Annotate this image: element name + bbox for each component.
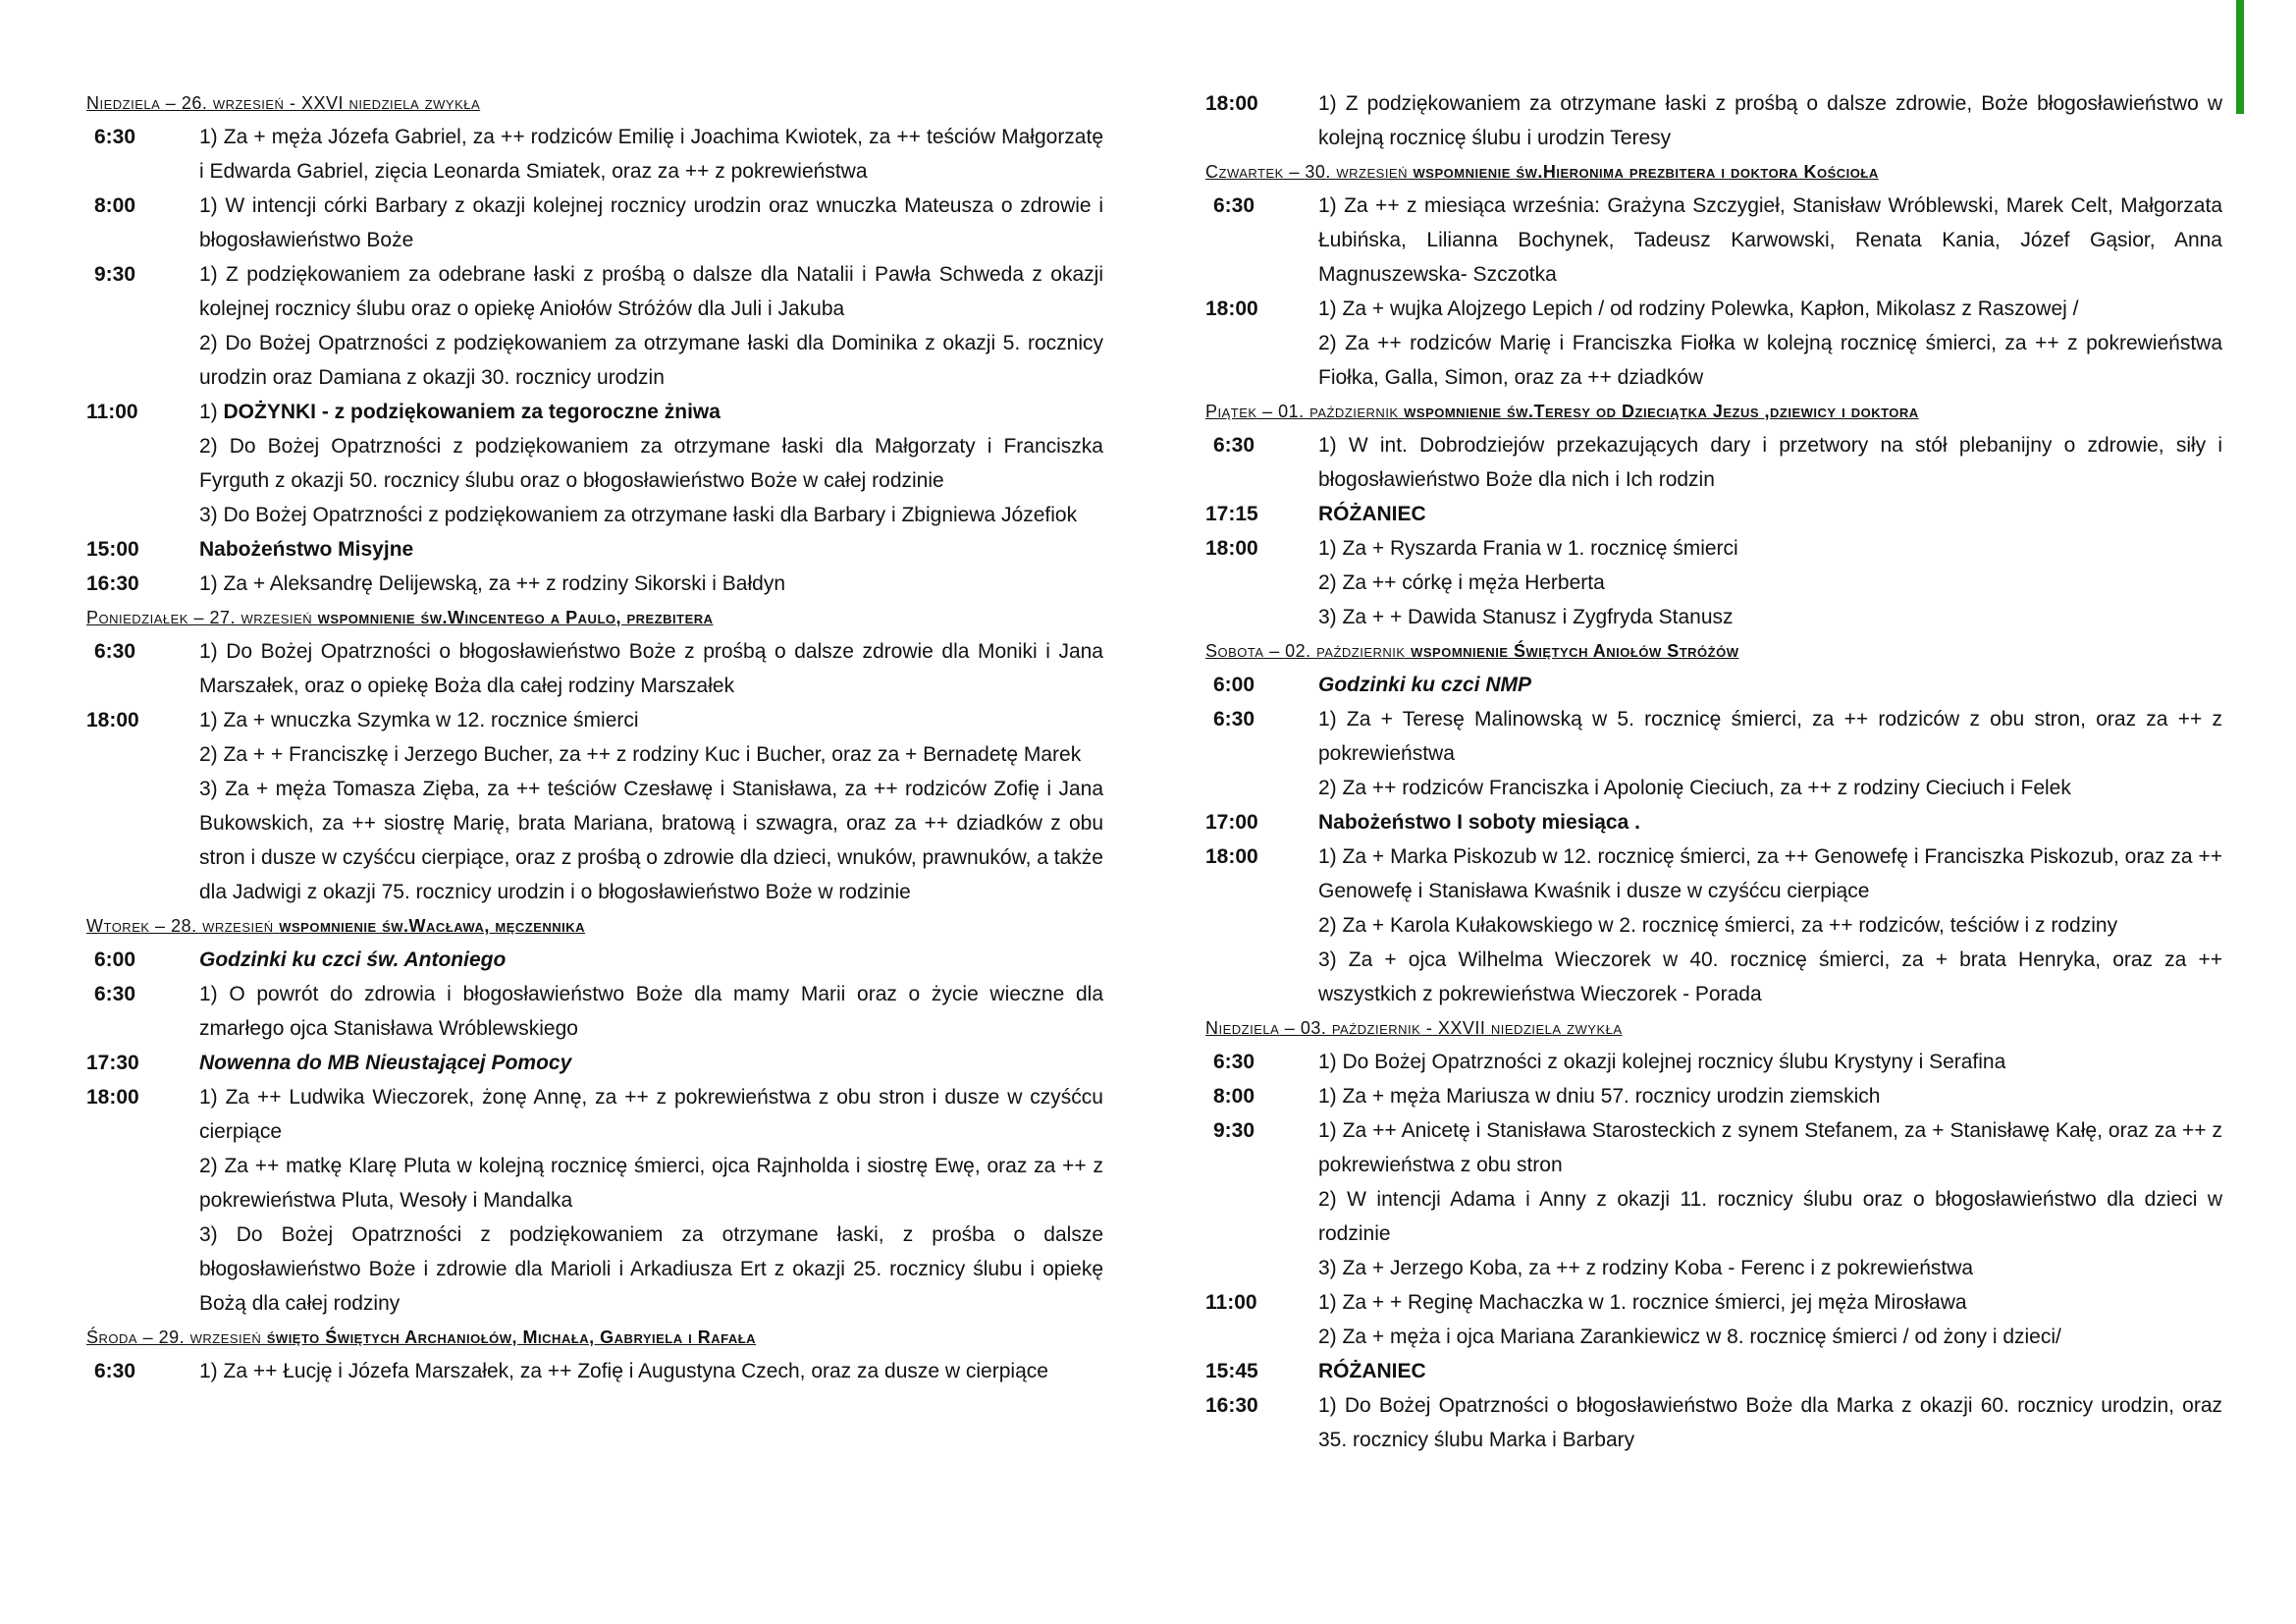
- mass-time: 16:30: [86, 572, 139, 595]
- intention-item: 1) Za + Ryszarda Frania w 1. rocznicę śmierci: [1318, 537, 1738, 560]
- mass-entry: [1205, 1388, 2222, 1457]
- intention-item: 1) Za + Teresę Malinowską w 5. rocznicę śmierci, za ++ rodziców z obu stron, oraz za ++ z pokrewieństwa: [1318, 708, 2222, 765]
- mass-entry: [1205, 497, 2222, 531]
- mass-time: 9:30: [94, 263, 136, 286]
- mass-entry: [1205, 189, 2222, 292]
- mass-time: 15:00: [86, 538, 139, 561]
- mass-intentions: [199, 943, 1103, 977]
- mass-time: 16:30: [1205, 1394, 1258, 1417]
- intention-item: 2) Do Bożej Opatrzności z podziękowaniem za otrzymane łaski dla Dominika z okazji 5. rocznicy urodzin oraz Damiana z okazji 30. rocznicy urodzin: [199, 332, 1103, 389]
- mass-entry: [1205, 839, 2222, 1011]
- day-header: Niedziela – 03. październik - XXVII niedziela zwykła: [1205, 1018, 1623, 1038]
- intention-item: 3) Za + + Dawida Stanusz i Zygfryda Stanusz: [1318, 606, 1734, 628]
- day-date: 29. wrzesień: [158, 1327, 262, 1347]
- mass-time: 11:00: [1205, 1291, 1257, 1314]
- intention-item: 1) DOŻYNKI - z podziękowaniem za tegoroczne żniwa: [199, 401, 721, 423]
- mass-time: 8:00: [1213, 1085, 1255, 1108]
- mass-time: 18:00: [1205, 845, 1258, 868]
- right-column: [1205, 86, 2222, 1457]
- day-title: XXVII niedziela zwykła: [1437, 1018, 1623, 1038]
- mass-intentions: [1318, 839, 2222, 1011]
- day-title-extra: dziewicy i doktora: [1770, 402, 1919, 421]
- intention-item: 1) O powrót do zdrowia i błogosławieństwo Boże dla mamy Marii oraz o życie wieczne dla zmarłego ojca Stanisława Wróblewskiego: [199, 983, 1103, 1040]
- intention-item: 1) Za + męża Mariusza w dniu 57. rocznicy urodzin ziemskich: [1318, 1085, 1881, 1108]
- intention-item: 2) W intencji Adama i Anny z okazji 11. rocznicy ślubu oraz o błogosławieństwo dla dzieci w rodzinie: [1318, 1188, 2222, 1245]
- mass-entry: [1205, 1354, 2222, 1388]
- intention-item: 1) Do Bożej Opatrzności z okazji kolejnej rocznicy ślubu Krystyny i Serafina: [1318, 1051, 2006, 1073]
- intention-item: 3) Za + ojca Wilhelma Wieczorek w 40. rocznicę śmierci, za + brata Henryka, oraz za ++ wszystkich z pokrewieństwa Wieczorek - Porada: [1318, 948, 2222, 1005]
- mass-intentions: [1318, 1045, 2222, 1079]
- mass-intentions: [1318, 668, 2222, 702]
- mass-intentions: [1318, 531, 2222, 634]
- mass-entry: [1205, 1113, 2222, 1285]
- mass-time: 18:00: [1205, 537, 1258, 560]
- day-name: Czwartek: [1205, 162, 1284, 182]
- mass-intentions: [199, 1046, 1103, 1080]
- intention-item: 1) Za ++ Anicetę i Stanisława Starosteckich z synem Stefanem, za + Stanisławę Kałę, oraz za ++ z pokrewieństwa z obu stron: [1318, 1119, 2222, 1176]
- mass-intentions: [199, 257, 1103, 395]
- day-date: 28. wrzesień: [171, 916, 274, 936]
- mass-entry: [86, 1080, 1103, 1321]
- mass-time: 11:00: [86, 401, 138, 423]
- intention-item: RÓŻANIEC: [1318, 1360, 1426, 1382]
- mass-entry: [1205, 668, 2222, 702]
- mass-entry: [86, 567, 1103, 601]
- mass-intentions: [199, 189, 1103, 257]
- day-date: 27. wrzesień: [209, 608, 313, 627]
- day-date: 01. październik: [1278, 402, 1399, 421]
- mass-time: 6:30: [1213, 1051, 1255, 1073]
- day-date: 03. październik: [1300, 1018, 1421, 1038]
- day-name: Wtorek: [86, 916, 150, 936]
- day-title: święto Świętych Archaniołów, Michała, Gabryiela i Rafała: [266, 1327, 757, 1347]
- mass-entry: [86, 257, 1103, 395]
- intention-item: 1) Za + wnuczka Szymka w 12. rocznice śmierci: [199, 709, 639, 731]
- intention-item: Godzinki ku czci NMP: [1318, 674, 1532, 696]
- mass-time: 17:00: [1205, 811, 1258, 834]
- mass-entry: [86, 395, 1103, 532]
- mass-entry: [1205, 702, 2222, 805]
- day-header: Sobota – 02. październik wspomnienie Świętych Aniołów Stróżów: [1205, 641, 1739, 661]
- day-header: Poniedziałek – 27. wrzesień wspomnienie św.Wincentego a Paulo, prezbitera: [86, 608, 714, 627]
- day-name: Sobota: [1205, 641, 1264, 661]
- intention-item: Nowenna do MB Nieustającej Pomocy: [199, 1052, 572, 1074]
- mass-entry: [86, 634, 1103, 703]
- mass-intentions: [1318, 1079, 2222, 1113]
- mass-intentions: [1318, 1388, 2222, 1457]
- mass-intentions: [199, 634, 1103, 703]
- mass-time: 6:30: [94, 983, 136, 1005]
- mass-intentions: [199, 567, 1103, 601]
- green-accent-bar: [2236, 0, 2244, 114]
- mass-time: 6:30: [94, 640, 136, 663]
- day-separator: -: [289, 93, 296, 113]
- mass-entry: [86, 943, 1103, 977]
- intention-item: 2) Za ++ matkę Klarę Pluta w kolejną rocznicę śmierci, ojca Rajnholda i siostrę Ewę, oraz za ++ z pokrewieństwa Pluta, Wesoły i Mandalka: [199, 1155, 1103, 1212]
- mass-entry: [1205, 805, 2222, 839]
- intention-item: Nabożeństwo Misyjne: [199, 538, 414, 561]
- day-name: Niedziela: [86, 93, 161, 113]
- intention-item: 1) W int. Dobrodziejów przekazujących dary i przetwory na stół plebanijny o zdrowie, siły i błogosławieństwo Boże dla nich i Ich rodzin: [1318, 434, 2222, 491]
- intention-item: 2) Za + męża i ojca Mariana Zarankiewicz w 8. rocznicę śmierci / od żony i dzieci/: [1318, 1326, 2061, 1348]
- mass-time: 6:30: [94, 1360, 136, 1382]
- day-separator: -: [1425, 1018, 1433, 1038]
- intention-item: 1) Z podziękowaniem za otrzymane łaski z prośbą o dalsze zdrowie, Boże błogosławieństwo w kolejną rocznicę ślubu i urodzin Teresy: [1318, 92, 2222, 149]
- mass-entry: [1205, 1079, 2222, 1113]
- day-name: Piątek: [1205, 402, 1257, 421]
- mass-intentions: [1318, 805, 2222, 839]
- day-title: wspomnienie św.Wacława, męczennika: [279, 916, 586, 936]
- mass-intentions: [199, 977, 1103, 1046]
- intention-item: 1) Do Bożej Opatrzności o błogosławieństwo Boże z prośbą o dalsze zdrowie dla Moniki i Jana Marszałek, oraz o opiekę Boża dla całej rodziny Marszałek: [199, 640, 1103, 697]
- mass-intentions: [1318, 1113, 2222, 1285]
- mass-time: 17:30: [86, 1052, 139, 1074]
- mass-time: 15:45: [1205, 1360, 1258, 1382]
- day-name: Środa: [86, 1327, 138, 1347]
- mass-time: 6:00: [94, 948, 136, 971]
- intention-item: 2) Za + Karola Kułakowskiego w 2. rocznicę śmierci, za ++ rodziców, teściów i z rodziny: [1318, 914, 2118, 937]
- intention-item: Godzinki ku czci św. Antoniego: [199, 948, 507, 971]
- day-title: wspomnienie św.Wincentego a Paulo, prezbitera: [317, 608, 714, 627]
- intention-item: Nabożeństwo I soboty miesiąca .: [1318, 811, 1640, 834]
- mass-intentions: [1318, 86, 2222, 155]
- intention-item: 1) Do Bożej Opatrzności o błogosławieństwo Boże dla Marka z okazji 60. rocznicy urodzin, oraz 35. rocznicy ślubu Marka i Barbary: [1318, 1394, 2222, 1451]
- intention-item: 1) Za ++ z miesiąca września: Grażyna Szczygieł, Stanisław Wróblewski, Marek Celt, Małgorzata Łubińska, Lilianna Bochynek, Tadeusz Karwowski, Renata Kania, Józef Gąsior, Anna Magnuszewska- Szczotka: [1318, 194, 2222, 286]
- mass-intentions: [1318, 497, 2222, 531]
- intention-item: 1) Za ++ Łucję i Józefa Marszałek, za ++ Zofię i Augustyna Czech, oraz za dusze w cierpiące: [199, 1360, 1048, 1382]
- intention-item: 2) Za ++ rodziców Franciszka i Apolonię Cieciuch, za ++ z rodziny Cieciuch i Felek: [1318, 777, 2071, 799]
- day-title: XXVI niedziela zwykła: [300, 93, 481, 113]
- mass-intentions: [1318, 292, 2222, 395]
- intention-item: 2) Za ++ córkę i męża Herberta: [1318, 571, 1605, 594]
- dozynki-emphasis: DOŻYNKI - z podziękowaniem za tegoroczne żniwa: [223, 401, 721, 423]
- intention-item: 1) Za + wujka Alojzego Lepich / od rodziny Polewka, Kapłon, Mikolasz z Raszowej /: [1318, 298, 2079, 320]
- mass-entry: [1205, 531, 2222, 634]
- day-header: Czwartek – 30. wrzesień wspomnienie św.Hieronima prezbitera i doktora Kościoła: [1205, 162, 1879, 182]
- day-header: Niedziela – 26. wrzesień - XXVI niedziela zwykła: [86, 93, 481, 113]
- intention-item: 3) Do Bożej Opatrzności z podziękowaniem za otrzymane łaski dla Barbary i Zbigniewa Józefiok: [199, 504, 1078, 526]
- day-date: 02. październik: [1285, 641, 1406, 661]
- day-header: Piątek – 01. październik wspomnienie św.Teresy od Dzieciątka Jezus ,dziewicy i doktora: [1205, 402, 1919, 421]
- mass-intentions: [1318, 1354, 2222, 1388]
- day-title: wspomnienie Świętych Aniołów Stróżów: [1411, 641, 1739, 661]
- mass-intentions: [1318, 189, 2222, 292]
- mass-time: 18:00: [1205, 92, 1258, 115]
- mass-time: 6:30: [1213, 434, 1255, 457]
- mass-entry: [1205, 428, 2222, 497]
- mass-entry: [86, 120, 1103, 189]
- intention-item: 3) Za + męża Tomasza Zięba, za ++ teściów Czesławę i Stanisława, za ++ rodziców Zofię i Jana Bukowskich, za ++ siostrę Marię, brata Mariana, bratową i szwagra, oraz za ++ dziadków z obu stron i dusze w czyśćcu cierpiące, oraz z prośbą o zdrowie dla dzieci, wnuków, prawnuków, a także dla Jadwigi z okazji 75. rocznicy urodzin i o błogosławieństwo Boże w rodzinie: [199, 778, 1103, 903]
- day-name: Niedziela: [1205, 1018, 1280, 1038]
- mass-intentions: [199, 703, 1103, 909]
- mass-entry: [86, 1046, 1103, 1080]
- mass-intentions: [1318, 702, 2222, 805]
- intention-item: 1) Z podziękowaniem za odebrane łaski z prośbą o dalsze dla Natalii i Pawła Schweda z okazji kolejnej rocznicy ślubu oraz o opiekę Aniołów Stróżów dla Juli i Jakuba: [199, 263, 1103, 320]
- mass-entry: [1205, 86, 2222, 155]
- mass-time: 9:30: [1213, 1119, 1255, 1142]
- mass-intentions: [199, 120, 1103, 189]
- intention-item: 2) Do Bożej Opatrzności z podziękowaniem za otrzymane łaski dla Małgorzaty i Franciszka Fyrguth z okazji 50. rocznicy ślubu oraz o błogosławieństwo Boże w całej rodzinie: [199, 435, 1103, 492]
- day-date: 30. wrzesień: [1305, 162, 1408, 182]
- left-column: [86, 86, 1103, 1388]
- mass-time: 18:00: [86, 1086, 139, 1109]
- intention-item: 1) Za + męża Józefa Gabriel, za ++ rodziców Emilię i Joachima Kwiotek, za ++ teściów Małgorzatę i Edwarda Gabriel, zięcia Leonarda Smiatek, oraz za ++ z pokrewieństwa: [199, 126, 1103, 183]
- mass-time: 6:30: [94, 126, 136, 148]
- intention-item: 1) Za + Marka Piskozub w 12. rocznicę śmierci, za ++ Genowefę i Franciszka Piskozub, oraz za ++ Genowefę i Stanisława Kwaśnik i dusze w czyśćcu cierpiące: [1318, 845, 2222, 902]
- day-title: wspomnienie św.Teresy od Dzieciątka Jezus ,: [1404, 402, 1771, 421]
- mass-time: 18:00: [1205, 298, 1258, 320]
- intention-item: 1) Za + Aleksandrę Delijewską, za ++ z rodziny Sikorski i Bałdyn: [199, 572, 786, 595]
- day-title: wspomnienie św.Hieronima prezbitera i doktora Kościoła: [1413, 162, 1879, 182]
- mass-intentions: [199, 1080, 1103, 1321]
- mass-entry: [86, 703, 1103, 909]
- mass-entry: [1205, 292, 2222, 395]
- intention-item: 2) Za + + Franciszkę i Jerzego Bucher, za ++ z rodziny Kuc i Bucher, oraz za + Bernadetę Marek: [199, 743, 1082, 766]
- intention-item: 1) W intencji córki Barbary z okazji kolejnej rocznicy urodzin oraz wnuczka Mateusza o zdrowie i błogosławieństwo Boże: [199, 194, 1103, 251]
- day-header: Środa – 29. wrzesień święto Świętych Archaniołów, Michała, Gabryiela i Rafała: [86, 1327, 757, 1347]
- mass-time: 6:30: [1213, 194, 1255, 217]
- mass-intentions: [1318, 428, 2222, 497]
- mass-time: 6:30: [1213, 708, 1255, 731]
- mass-time: 6:00: [1213, 674, 1255, 696]
- day-name: Poniedziałek: [86, 608, 188, 627]
- mass-time: 18:00: [86, 709, 139, 731]
- day-header: Wtorek – 28. wrzesień wspomnienie św.Wacława, męczennika: [86, 916, 586, 936]
- mass-time: 17:15: [1205, 503, 1258, 525]
- mass-intentions: [199, 395, 1103, 532]
- mass-entry: [86, 1354, 1103, 1388]
- intention-item: RÓŻANIEC: [1318, 503, 1426, 525]
- mass-intentions: [199, 532, 1103, 567]
- mass-entry: [1205, 1045, 2222, 1079]
- mass-time: 8:00: [94, 194, 136, 217]
- intention-item: 1) Za ++ Ludwika Wieczorek, żonę Annę, za ++ z pokrewieństwa z obu stron i dusze w czyśćcu cierpiące: [199, 1086, 1103, 1143]
- intention-item: 3) Do Bożej Opatrzności z podziękowaniem za otrzymane łaski, z prośba o dalsze błogosławieństwo Boże i zdrowie dla Marioli i Arkadiusza Ert z okazji 25. rocznicy ślubu i opiekę Bożą dla całej rodziny: [199, 1223, 1103, 1315]
- mass-entry: [86, 977, 1103, 1046]
- mass-intentions: [199, 1354, 1103, 1388]
- mass-entry: [86, 189, 1103, 257]
- intention-item: 3) Za + Jerzego Koba, za ++ z rodziny Koba - Ferenc i z pokrewieństwa: [1318, 1257, 1974, 1279]
- mass-entry: [1205, 1285, 2222, 1354]
- mass-intentions: [1318, 1285, 2222, 1354]
- mass-entry: [86, 532, 1103, 567]
- intention-item: 2) Za ++ rodziców Marię i Franciszka Fiołka w kolejną rocznicę śmierci, za ++ z pokrewieństwa Fiołka, Galla, Simon, oraz za ++ dziadków: [1318, 332, 2222, 389]
- intention-item: 1) Za + + Reginę Machaczka w 1. rocznice śmierci, jej męża Mirosława: [1318, 1291, 1967, 1314]
- day-date: 26. wrzesień: [181, 93, 285, 113]
